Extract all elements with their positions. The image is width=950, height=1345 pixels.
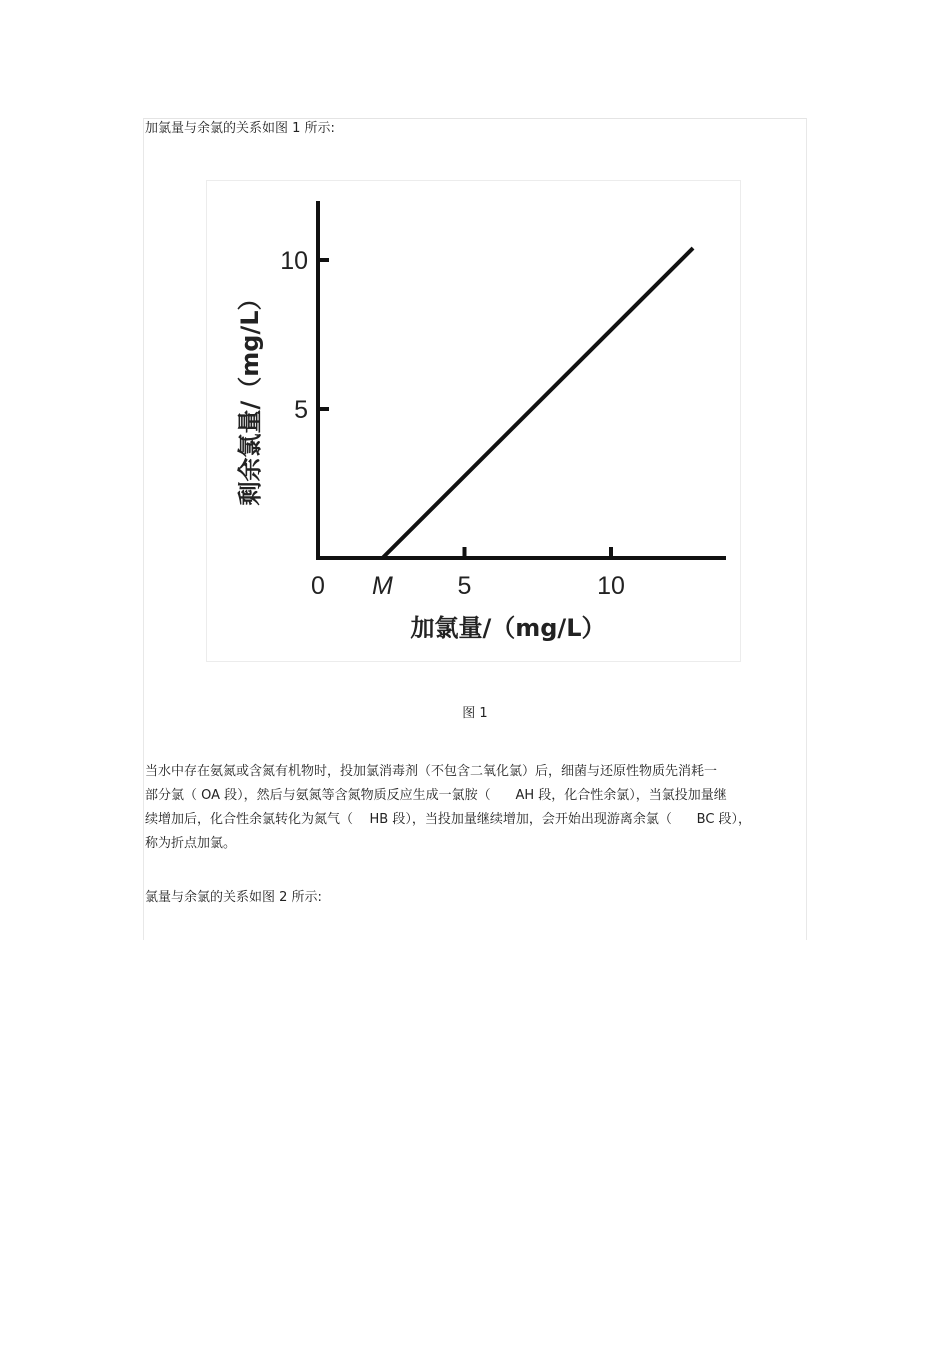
intro-text: 加氯量与余氯的关系如图 1 所示: [145, 121, 335, 136]
chart-svg [207, 181, 742, 663]
paragraph-line: 当水中存在氨氮或含氮有机物时，投加氯消毒剂（不包含二氧化氯）后，细菌与还原性物质先消耗一 [145, 764, 718, 779]
x-tick-label: 5 [457, 572, 472, 600]
paragraph-line: 续增加后，化合性余氯转化为氮气（ HB 段），当投加量继续增加，会开始出现游离余氯（ BC 段）， [145, 812, 752, 827]
figure-1 [206, 180, 741, 662]
x-tick-label: 10 [597, 572, 625, 600]
x-axis-label: 加氯量/（mg/L） [410, 614, 606, 642]
x-tick-label: 0 [311, 572, 325, 600]
y-tick-label: 10 [280, 247, 308, 275]
figure-caption: 图 1 [462, 706, 488, 721]
paragraph-line: 称为折点加氯。 [145, 836, 237, 851]
intro-text-2: 氯量与余氯的关系如图 2 所示: [145, 890, 322, 905]
y-axis-label: 剩余氯量/（mg/L） [236, 286, 264, 506]
body-paragraph [145, 760, 805, 856]
series-line [382, 248, 693, 558]
y-tick-label: 5 [294, 396, 308, 424]
x-tick-label: M [372, 572, 393, 600]
paragraph-line: 部分氯（ OA 段），然后与氨氮等含氮物质反应生成一氯胺（ AH 段，化合性余氯），当氯投加量继 [145, 788, 727, 803]
